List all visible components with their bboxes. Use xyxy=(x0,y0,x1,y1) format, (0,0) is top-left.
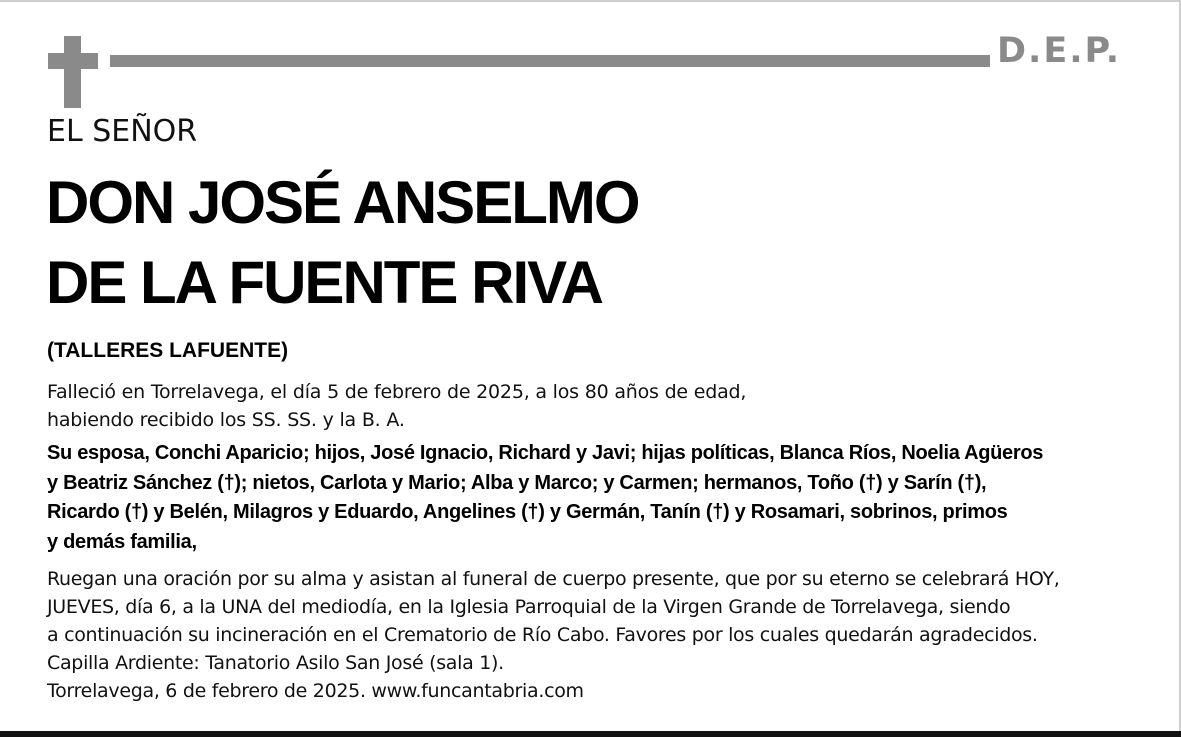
family-list xyxy=(47,439,1147,557)
cross-icon xyxy=(48,36,98,108)
header-rule xyxy=(110,55,990,67)
family-list-line: Ricardo (†) y Belén, Milagros y Eduardo, Angelines (†) y Germán, Tanín (†) y Rosamari, sobrinos, primos xyxy=(47,501,1008,523)
family-list-line: y demás familia, xyxy=(47,530,197,553)
chapel-details-line: Capilla Ardiente: Tanatorio Asilo San José (sala 1). xyxy=(47,652,504,674)
funeral-details xyxy=(47,565,1147,705)
funeral-details-line: a continuación su incineración en el Crematorio de Río Cabo. Favores por los cuales quedarán agradecidos. xyxy=(47,624,1038,646)
family-list-line: y Beatriz Sánchez (†); nietos, Carlota y Mario; Alba y Marco; y Carmen; hermanos, Toño (†) y Sarín (†), xyxy=(47,471,987,494)
family-list-line: Su esposa, Conchi Aparicio; hijos, José Ignacio, Richard y Javi; hijas políticas, Blanca Ríos, Noelia Agüeros xyxy=(47,442,1044,464)
funeral-details-line: JUEVES, día 6, a la UNA del mediodía, en la Iglesia Parroquial de la Virgen Grande de Torrelavega, siendo xyxy=(47,596,1011,618)
deceased-name-line-1: DON JOSÉ ANSELMO xyxy=(46,169,639,236)
dep-label: D.E.P. xyxy=(997,31,1122,71)
deceased-name-line-2: DE LA FUENTE RIVA xyxy=(46,249,603,316)
honorific: EL SEÑOR xyxy=(47,114,198,149)
company-name: (TALLERES LAFUENTE) xyxy=(47,339,289,362)
death-details xyxy=(47,378,1147,434)
death-details-line: habiendo recibido los SS. SS. y la B. A. xyxy=(47,409,405,431)
death-details-line: Falleció en Torrelavega, el día 5 de febrero de 2025, a los 80 años de edad, xyxy=(47,381,747,403)
date-website-line: Torrelavega, 6 de febrero de 2025. www.funcantabria.com xyxy=(47,680,584,702)
bottom-rule xyxy=(0,731,1181,737)
funeral-details-line: Ruegan una oración por su alma y asistan al funeral de cuerpo presente, que por su eterno se celebrará HOY, xyxy=(47,568,1060,590)
